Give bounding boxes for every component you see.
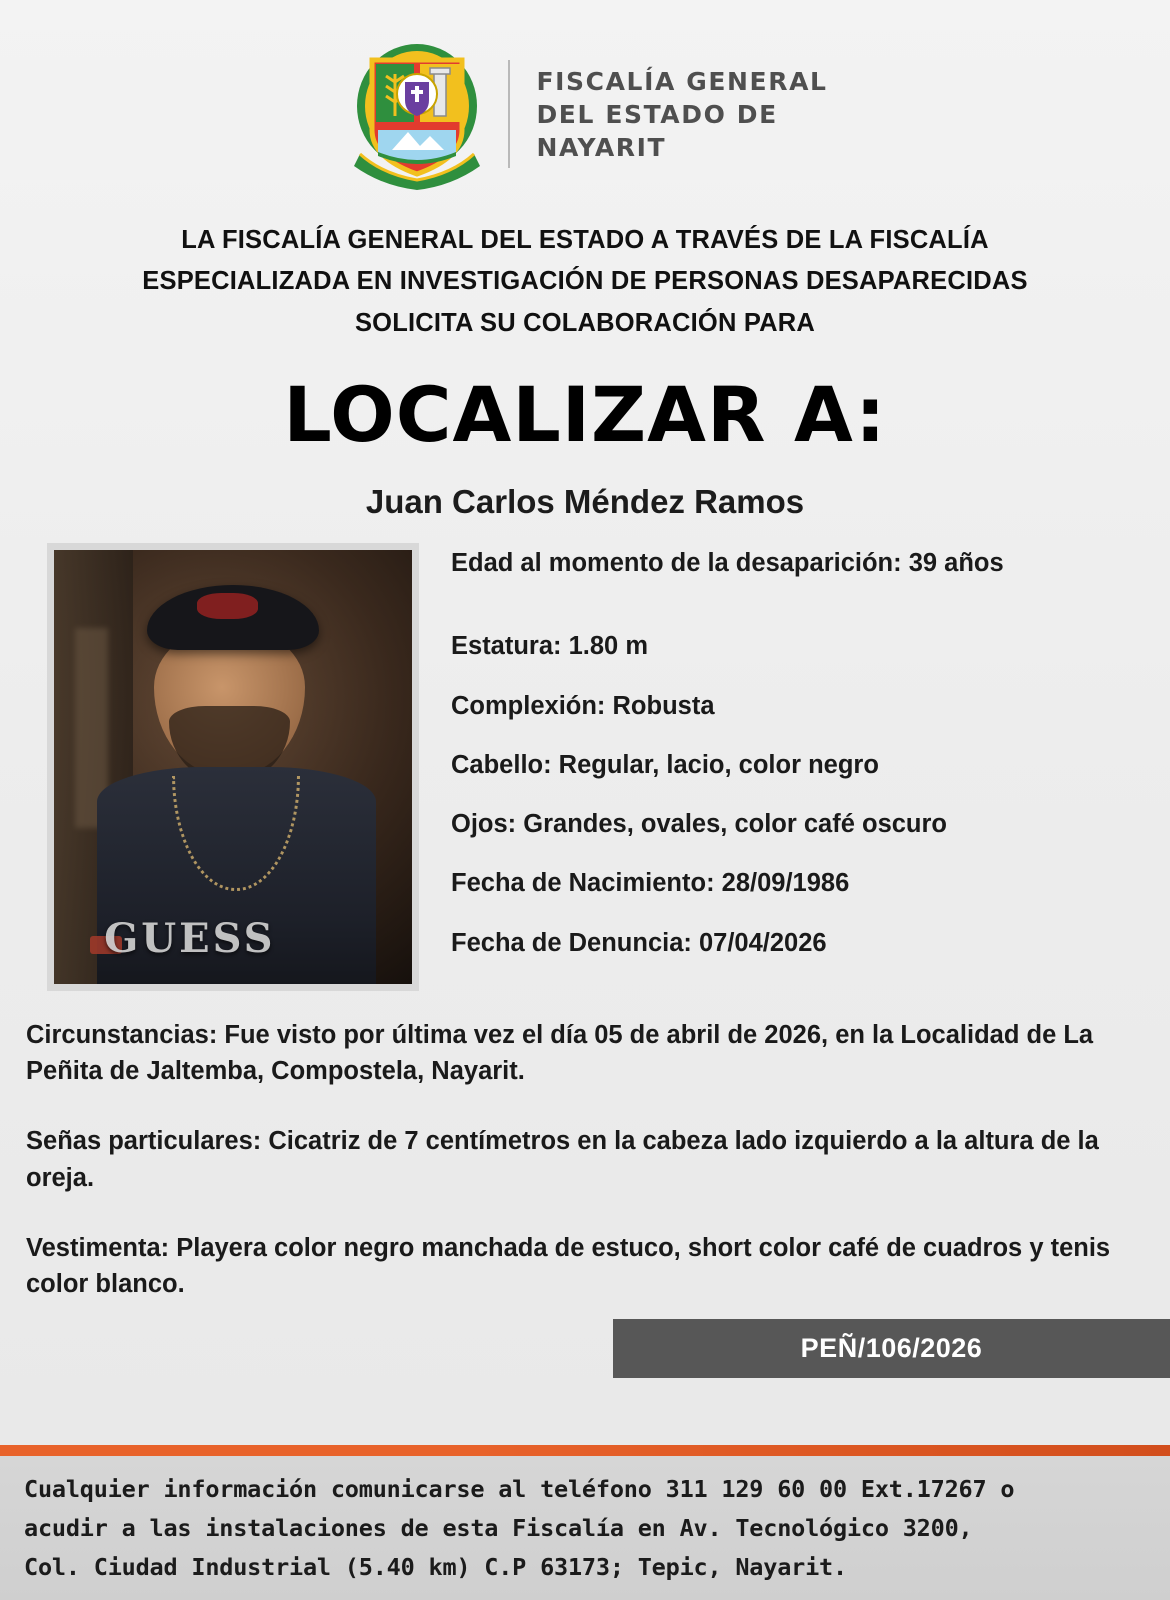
detail-birthdate: Fecha de Nacimiento: 28/09/1986 bbox=[451, 869, 850, 898]
photo-shirt-text: GUESS bbox=[104, 915, 276, 963]
person-photo bbox=[54, 550, 412, 984]
intro-statement bbox=[0, 220, 1170, 344]
paragraph-circumstances: Circunstancias: Fue visto por última vez el día 05 de abril de 2026, en la Localidad de La Peñita de Jaltemba, Compostela, Nayarit. bbox=[26, 1020, 1094, 1086]
person-info-row bbox=[0, 543, 1170, 991]
person-name: Juan Carlos Méndez Ramos bbox=[365, 482, 805, 520]
contact-footer bbox=[0, 1456, 1170, 1600]
paragraph-clothing: Vestimenta: Playera color negro manchada de estuco, short color café de cuadros y tenis color blanco. bbox=[26, 1233, 1111, 1298]
footer-line-3: Col. Ciudad Industrial (5.40 km) C.P 63173; Tepic, Nayarit. bbox=[24, 1553, 847, 1581]
photo-cap-logo bbox=[197, 593, 258, 619]
intro-line-2: ESPECIALIZADA EN INVESTIGACIÓN DE PERSONAS DESAPARECIDAS bbox=[142, 267, 1028, 296]
person-photo-frame bbox=[47, 543, 419, 991]
page-title: LOCALIZAR A: bbox=[283, 369, 887, 459]
detail-height: Estatura: 1.80 m bbox=[451, 632, 649, 661]
agency-name bbox=[536, 65, 827, 164]
detail-build: Complexión: Robusta bbox=[451, 691, 715, 720]
agency-name-line-2: DEL ESTADO DE bbox=[536, 99, 778, 129]
agency-name-line-3: NAYARIT bbox=[536, 132, 667, 162]
detail-eyes: Ojos: Grandes, ovales, color café oscuro bbox=[451, 810, 948, 839]
header-divider bbox=[508, 60, 510, 168]
case-description bbox=[0, 1017, 1170, 1302]
case-number-badge: PEÑ/106/2026 bbox=[613, 1319, 1170, 1378]
intro-line-3: SOLICITA SU COLABORACIÓN PARA bbox=[354, 308, 816, 337]
agency-name-line-1: FISCALÍA GENERAL bbox=[536, 66, 828, 96]
person-details-list bbox=[451, 543, 1140, 958]
paragraph-distinguishing-marks: Señas particulares: Cicatriz de 7 centímetros en la cabeza lado izquierdo a la altura de la oreja. bbox=[26, 1127, 1099, 1192]
footer-accent-bar bbox=[0, 1445, 1170, 1456]
nayarit-coat-of-arms-icon bbox=[342, 34, 492, 194]
footer-line-2: acudir a las instalaciones de esta Fiscalía en Av. Tecnológico 3200, bbox=[24, 1514, 973, 1542]
footer-line-1: Cualquier información comunicarse al teléfono 311 129 60 00 Ext.17267 o bbox=[24, 1475, 1015, 1503]
intro-line-1: LA FISCALÍA GENERAL DEL ESTADO A TRAVÉS DE LA FISCALÍA bbox=[181, 226, 989, 254]
detail-age: Edad al momento de la desaparición: 39 años bbox=[451, 548, 1004, 577]
poster-header bbox=[0, 0, 1170, 194]
detail-report-date: Fecha de Denuncia: 07/04/2026 bbox=[451, 928, 827, 957]
detail-hair: Cabello: Regular, lacio, color negro bbox=[451, 750, 879, 779]
